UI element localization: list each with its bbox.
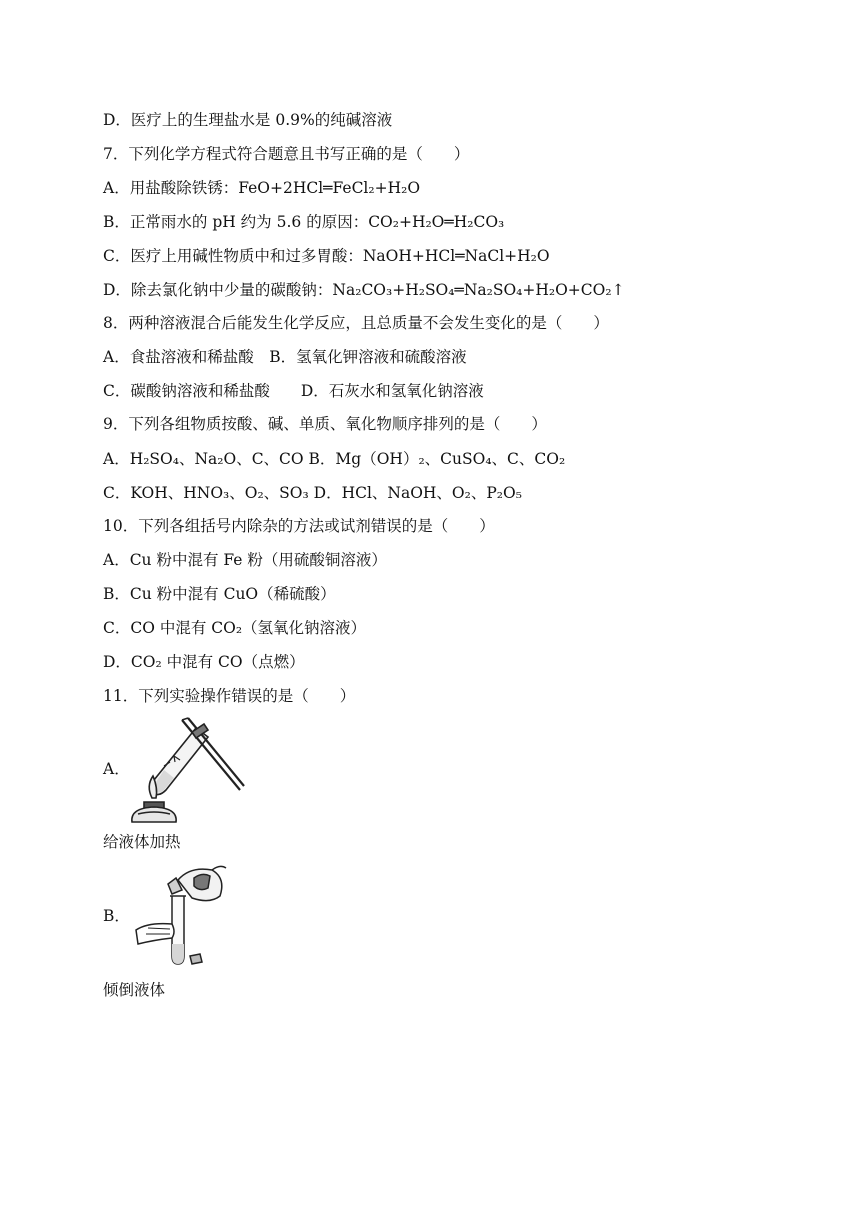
option-a-label: A．	[103, 760, 130, 778]
pouring-liquid-illustration	[128, 858, 228, 973]
text-line: A．H₂SO₄、Na₂O、C、CO B．Mg（OH）₂、CuSO₄、C、CO₂	[103, 450, 566, 468]
text-line: 9．下列各组物质按酸、碱、单质、氧化物顺序排列的是（ ）	[103, 415, 547, 433]
option-a-caption: 给液体加热	[103, 833, 181, 851]
text-line: A．用盐酸除铁锈：FeO+2HCl═FeCl₂+H₂O	[103, 179, 421, 197]
text-line: C．KOH、HNO₃、O₂、SO₃ D．HCl、NaOH、O₂、P₂O₅	[103, 484, 522, 502]
text-line: D．除去氯化钠中少量的碳酸钠：Na₂CO₃+H₂SO₄═Na₂SO₄+H₂O+CO₂↑	[103, 281, 625, 299]
option-b-caption: 倾倒液体	[103, 981, 166, 999]
text-line: 11．下列实验操作错误的是（ ）	[103, 687, 356, 705]
text-line: B．Cu 粉中混有 CuO（稀硫酸）	[103, 585, 336, 603]
text-line: C．碳酸钠溶液和稀盐酸 D．石灰水和氢氧化钠溶液	[103, 382, 484, 400]
text-line: 8．两种溶液混合后能发生化学反应，且总质量不会发生变化的是（ ）	[103, 314, 609, 332]
text-line: A．食盐溶液和稀盐酸 B．氢氧化钾溶液和硫酸溶液	[103, 348, 467, 366]
text-line: C．CO 中混有 CO₂（氢氧化钠溶液）	[103, 619, 367, 637]
text-line: A．Cu 粉中混有 Fe 粉（用硫酸铜溶液）	[103, 551, 387, 569]
text-line: C．医疗上用碱性物质中和过多胃酸：NaOH+HCl═NaCl+H₂O	[103, 247, 550, 265]
text-line: B．正常雨水的 pH 约为 5.6 的原因：CO₂+H₂O═H₂CO₃	[103, 213, 505, 231]
text-line: D．CO₂ 中混有 CO（点燃）	[103, 653, 305, 671]
option-b-label: B．	[103, 907, 130, 925]
text-line: 7．下列化学方程式符合题意且书写正确的是（ ）	[103, 145, 470, 163]
text-line: D．医疗上的生理盐水是 0.9%的纯碱溶液	[103, 111, 393, 129]
text-line: 10．下列各组括号内除杂的方法或试剂错误的是（ ）	[103, 517, 495, 535]
heating-liquid-illustration	[122, 710, 247, 825]
